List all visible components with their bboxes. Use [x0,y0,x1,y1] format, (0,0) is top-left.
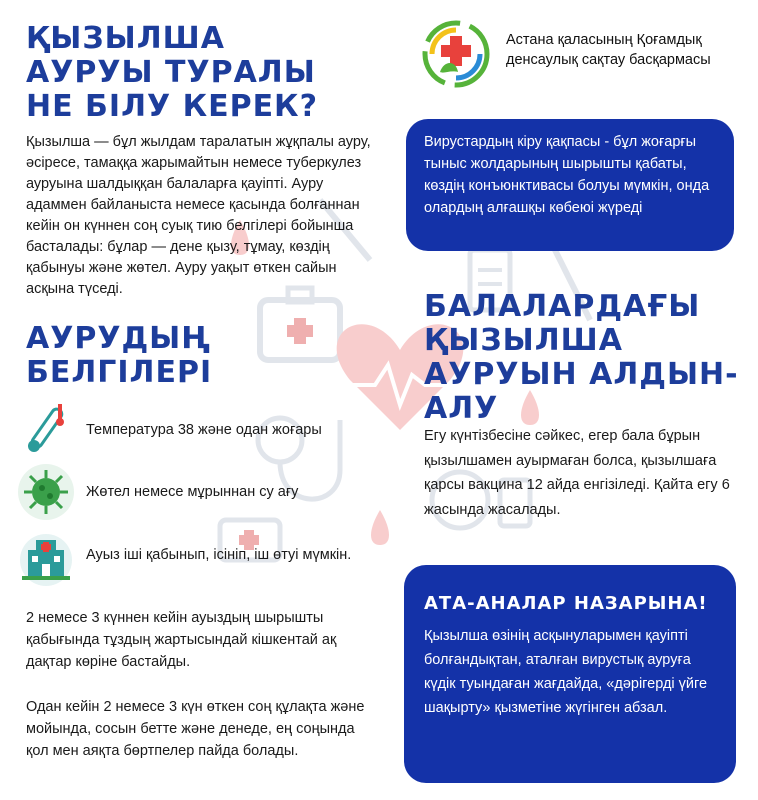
symptom-mouth-text: Ауыз іші қабынып, ісініп, іш өтуі мүмкін. [86,547,352,563]
health-department-logo [422,20,490,88]
organization-name: Астана қаласының Қоғамдық денсаулық сақтау басқармасы [506,32,711,68]
rash-paragraph: Одан кейін 2 немесе 3 күн өткен соң құлақта және мойында, сосын бетте және денеде, ең соңында қол мен аяқта бөртпелер пайда болады. [26,699,365,759]
parents-attention-text: Қызылша өзінің асқынуларымен қауіпті болғандықтан, аталған вирустық ауруға күдік туындаған жағдайда, «дәрігерді үйге шақырту» қызметіне жүгінген абзал. [424,628,708,716]
white-spots-paragraph: 2 немесе 3 күннен кейін ауыздың шырышты қабығында тұздың жартысындай кішкентай ақ дақтар көріне бастайды. [26,610,337,670]
thermometer-icon [16,398,76,458]
main-title: ҚЫЗЫЛША АУРУЫ ТУРАЛЫ НЕ БІЛУ КЕРЕК? [26,21,318,124]
virus-icon [16,462,76,522]
virus-entry-info-box [406,119,734,251]
virus-entry-text: Вирустардың кіру қақпасы - бұл жоғарғы тыныс жолдарының шырышты қабаты, көздің конъюнктивасы болуы мүмкін, онда олардың алғашқы көбеюі жүреді [424,134,710,216]
vaccination-paragraph: Егу күнтізбесіне сәйкес, егер бала бұрын қызылшамен ауырмаған болса, қызылшаға қарсы вакцина 12 айда енгізіледі. Қайта егу 6 жасында жасалады. [424,428,730,518]
prevention-title: БАЛАЛАРДАҒЫ ҚЫЗЫЛША АУРУЫН АЛДЫН-АЛУ [424,289,739,426]
parents-attention-box [404,565,736,783]
intro-paragraph: Қызылша — бұл жылдам таралатын жұқпалы ауру, әсіресе, тамаққа жарымайтын немесе туберкулез ауруына шалдыққан балаларға қауіпті. Ауру адаммен байланыста немесе қасында болғаннан кейін он күннен соң суық тию белгілері бойынша басталады: бұлар — дене қызу, тұмау, көздің қабынуы және жөтел. Ауру уақыт өткен сайын асқына түседі. [26,134,371,297]
symptom-cough-text: Жөтел немесе мұрыннан су ағу [86,484,299,500]
hospital-icon [16,528,76,588]
symptom-fever-text: Температура 38 және одан жоғары [86,422,322,438]
parents-attention-title: АТА-АНАЛАР НАЗАРЫНА! [424,593,708,614]
symptoms-title: АУРУДЫҢ БЕЛГІЛЕРІ [26,321,213,390]
